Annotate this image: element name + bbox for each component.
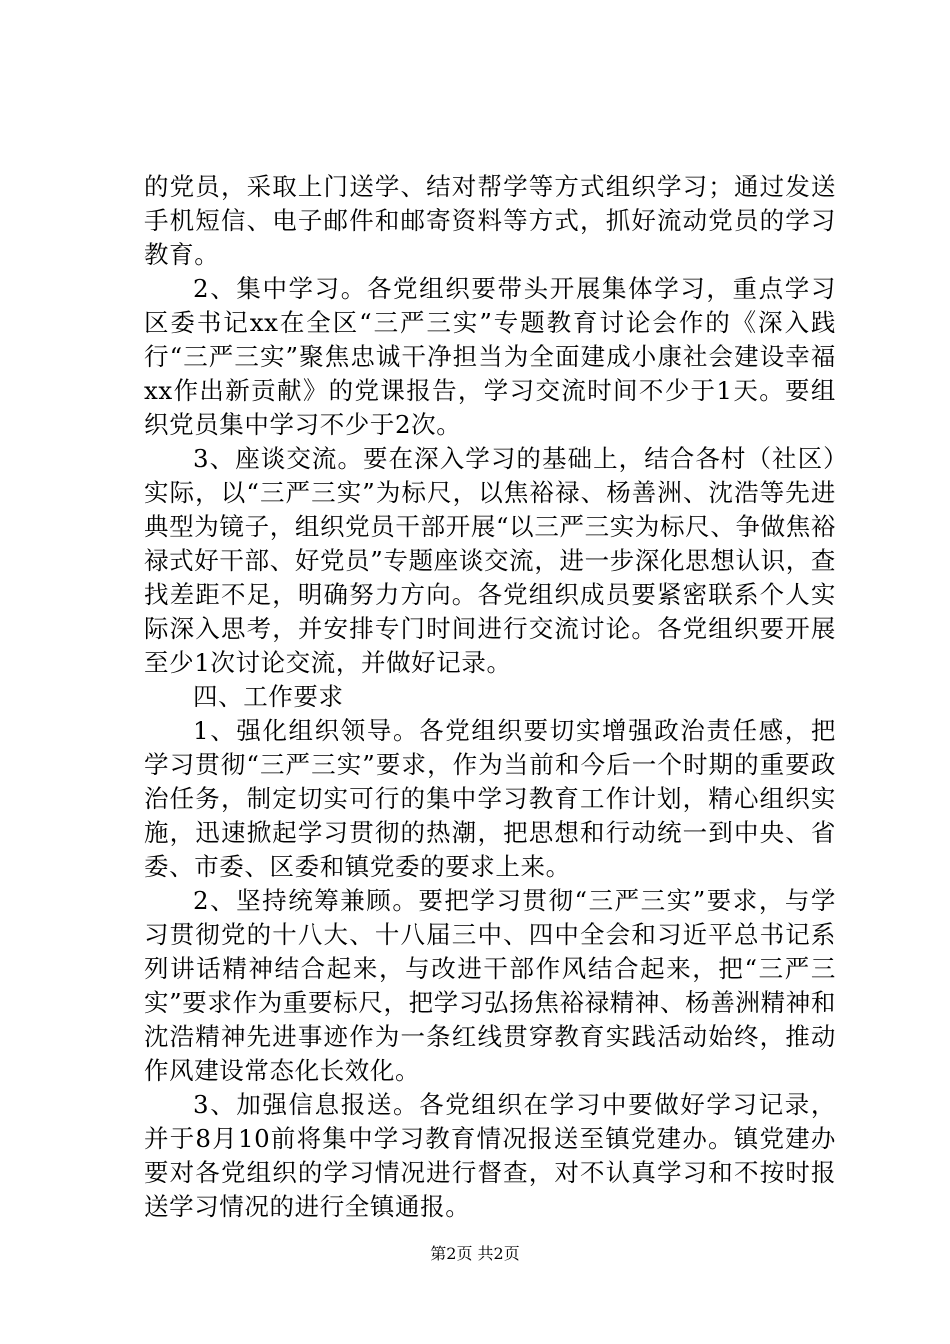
section-heading-work-requirements: 四、工作要求 (193, 682, 344, 711)
paragraph-continuation: 的党员，采取上门送学、结对帮学等方式组织学习；通过发送手机短信、电子邮件和邮寄资料等方式，抓好流动党员的学习教育。 (144, 172, 836, 269)
paragraph-organizational-leadership: 1、强化组织领导。各党组织要切实增强政治责任感，把学习贯彻“三严三实”要求，作为当前和今后一个时期的重要政治任务，制定切实可行的集中学习教育工作计划，精心组织实施，迅速掀起学习贯彻的热潮，把思想和行动统一到中央、省委、市委、区委和镇党委的要求上来。 (144, 716, 836, 881)
page-footer (0, 1243, 950, 1265)
paragraph-overall-planning: 2、坚持统筹兼顾。要把学习贯彻“三严三实”要求，与学习贯彻党的十八大、十八届三中、四中全会和习近平总书记系列讲话精神结合起来，与改进干部作风结合起来，把“三严三实”要求作为重要标尺，把学习弘扬焦裕禄精神、杨善洲精神和沈浩精神先进事迹作为一条红线贯穿教育实践活动始终，推动作风建设常态化长效化。 (144, 886, 836, 1085)
paragraph-information-reporting: 3、加强信息报送。各党组织在学习中要做好学习记录，并于8月10前将集中学习教育情况报送至镇党建办。镇党建办要对各党组织的学习情况进行督查，对不认真学习和不按时报送学习情况的进行全镇通报。 (144, 1090, 836, 1221)
paragraph-centralized-study: 2、集中学习。各党组织要带头开展集体学习，重点学习区委书记xx在全区“三严三实”专题教育讨论会作的《深入践行“三严三实”聚焦忠诚干净担当为全面建成小康社会建设幸福xx作出新贡献》的党课报告，学习交流时间不少于1天。要组织党员集中学习不少于2次。 (144, 274, 836, 439)
page-number-label: 第2页 共2页 (430, 1244, 520, 1263)
document-body (144, 170, 836, 1224)
paragraph-discussion-exchange: 3、座谈交流。要在深入学习的基础上，结合各村（社区）实际，以“三严三实”为标尺，以焦裕禄、杨善洲、沈浩等先进典型为镜子，组织党员干部开展“以三严三实为标尺、争做焦裕禄式好干部、好党员”专题座谈交流，进一步深化思想认识，查找差距不足，明确努力方向。各党组织成员要紧密联系个人实际深入思考，并安排专门时间进行交流讨论。各党组织要开展至少1次讨论交流，并做好记录。 (144, 444, 836, 677)
